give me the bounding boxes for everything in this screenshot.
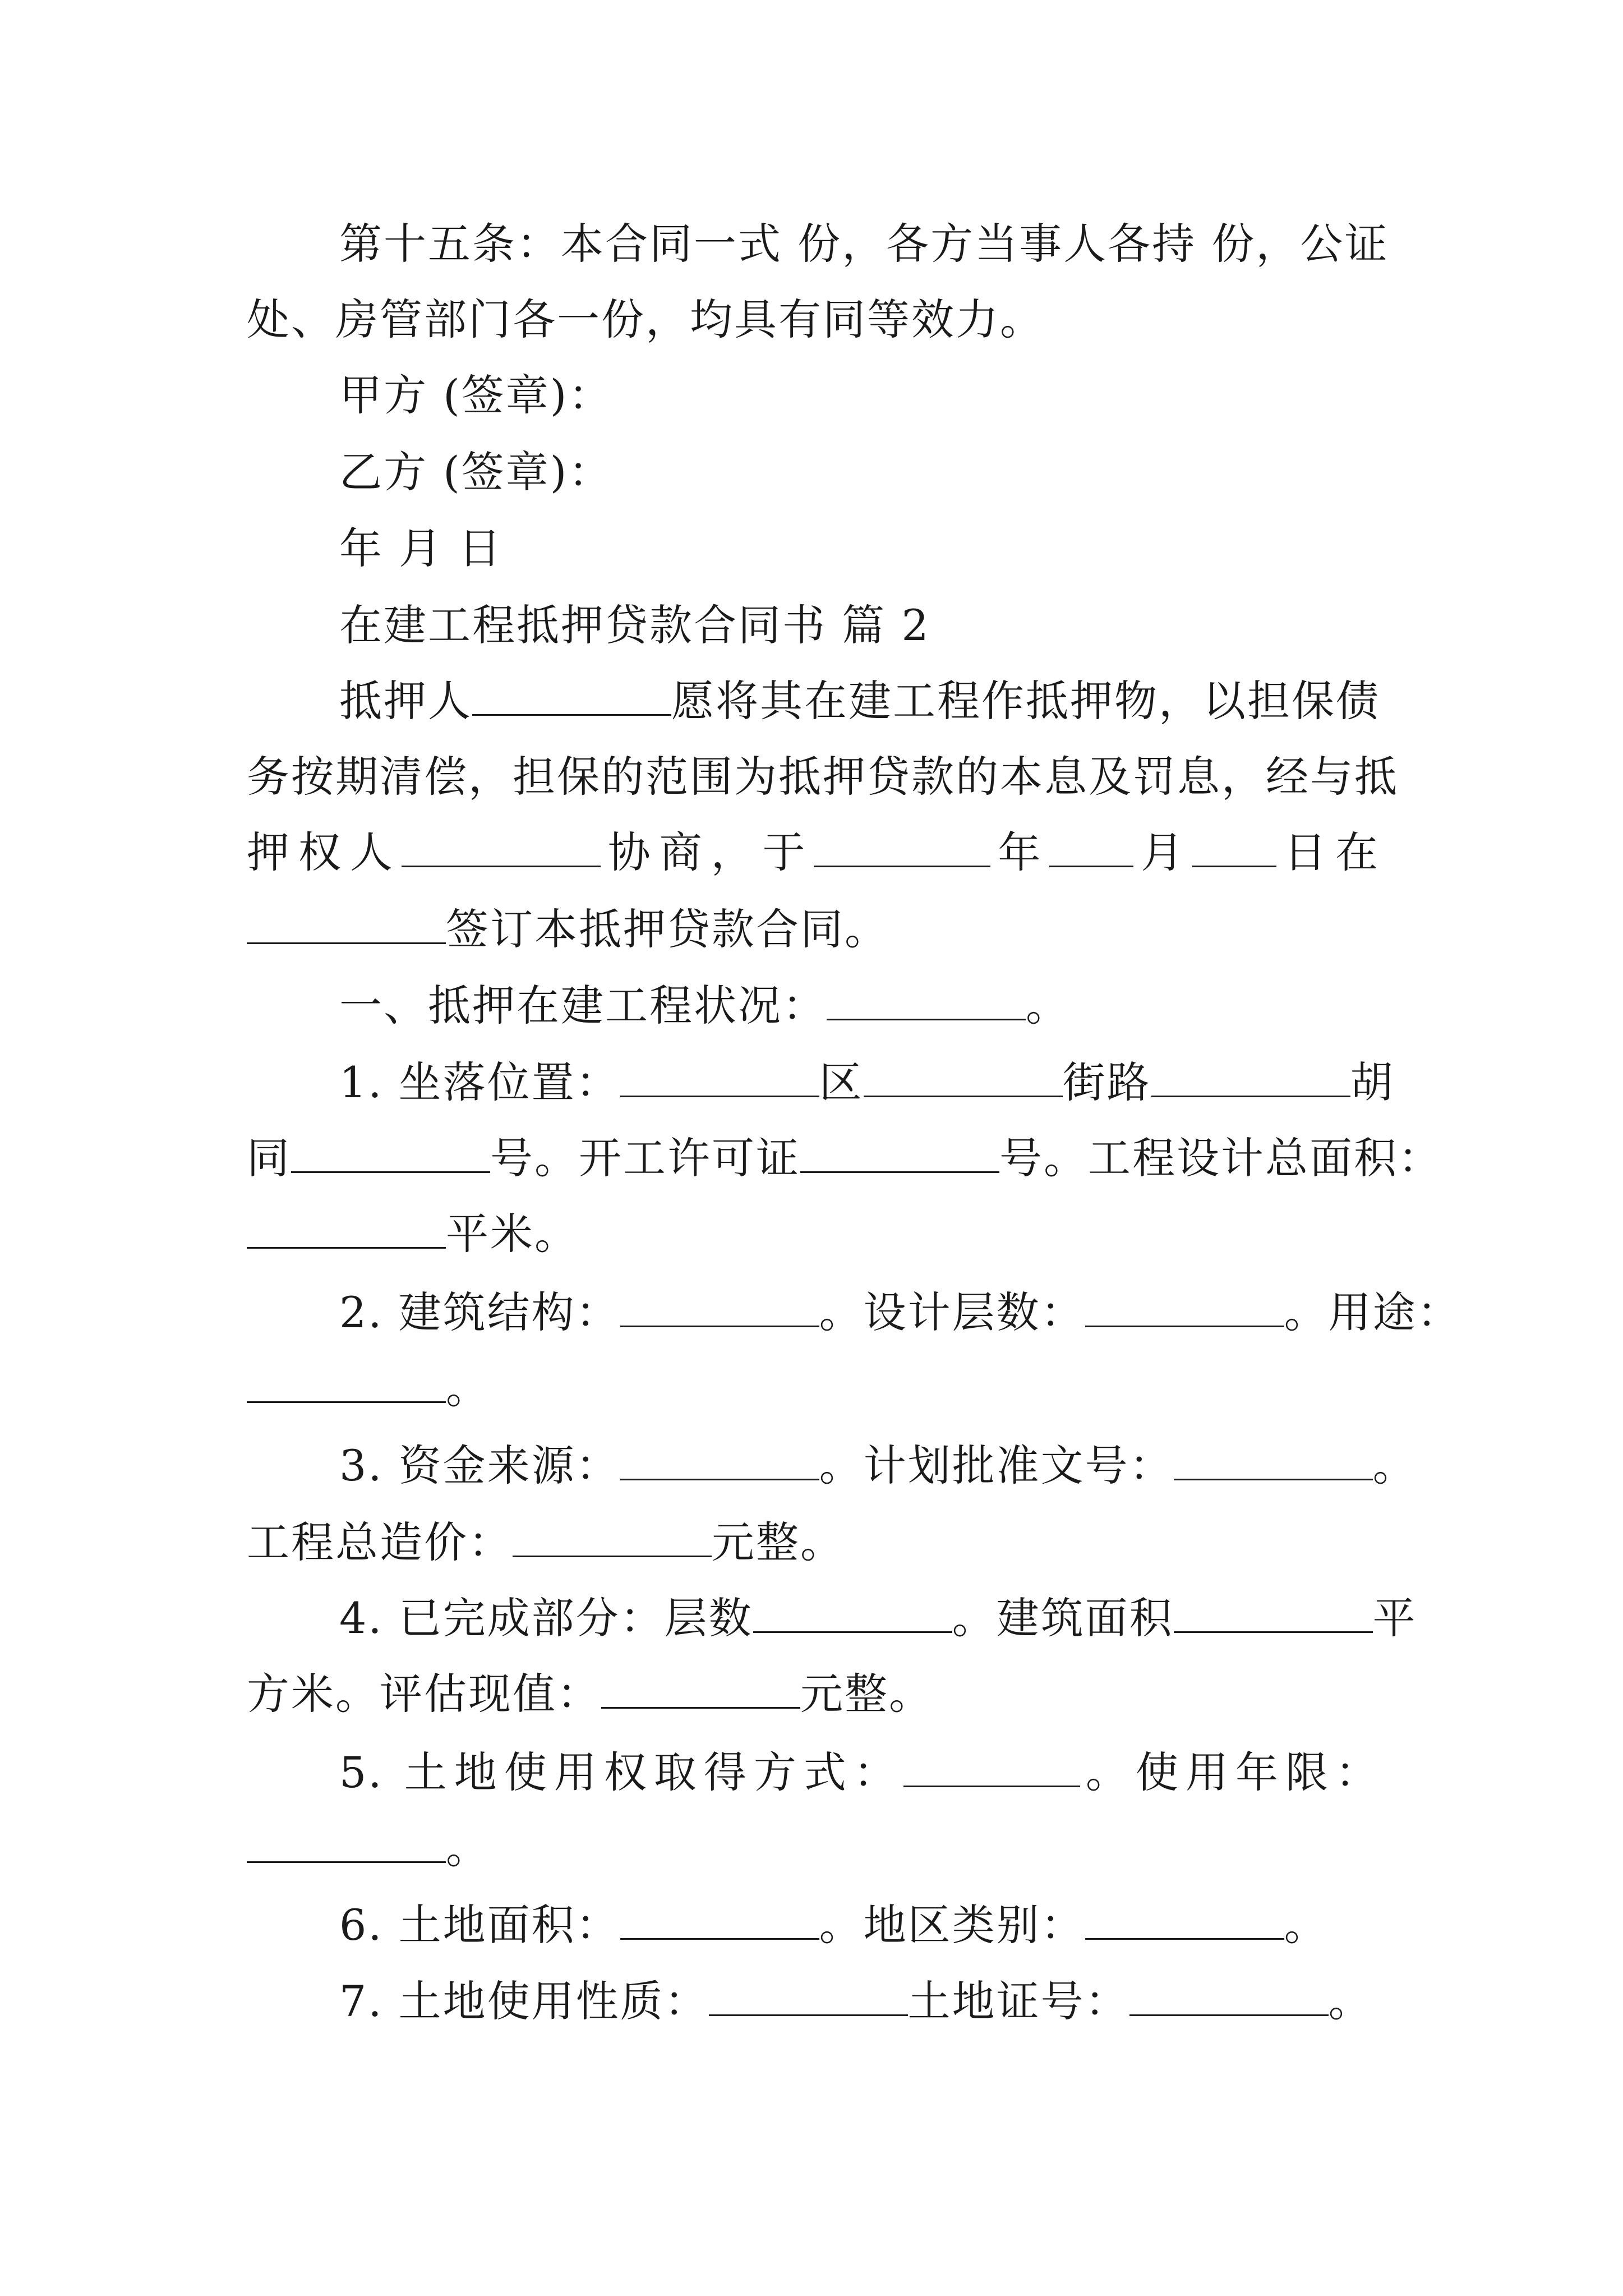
text: 土地证号： [907, 1976, 1129, 2026]
fill-blank [620, 1291, 819, 1327]
item-one-heading [339, 978, 1380, 1034]
item-6-line [339, 1897, 1380, 1953]
text: 愿将其在建工程作抵押物，以担保债 [671, 676, 1380, 726]
text: 。建筑面积 [952, 1593, 1174, 1643]
intro-line-4 [247, 901, 1380, 958]
text: 平米。 [446, 1209, 579, 1259]
text: 抵押人 [339, 676, 472, 726]
intro-line-3 [247, 825, 1380, 881]
item-3-line-1 [339, 1438, 1417, 1494]
item-1-line-3 [247, 1206, 1380, 1262]
fill-blank [247, 1826, 446, 1863]
text: 区 [819, 1057, 864, 1107]
text: 。设计层数： [819, 1287, 1085, 1337]
item-4-line-2 [247, 1666, 1380, 1722]
clause-15-line-1 [339, 216, 1389, 272]
text: 2. 建筑结构： [339, 1287, 620, 1337]
text: 同 [247, 1133, 291, 1183]
text: 。 [1284, 1900, 1329, 1950]
text: 号。开工许可证 [490, 1133, 800, 1183]
party-b-signature [339, 444, 1380, 500]
text: 第十五条：本合同一式 份，各方当事人各持 份，公证 [339, 219, 1389, 269]
text: 签订本抵押贷款合同。 [446, 904, 889, 954]
text: 工程总造价： [247, 1517, 513, 1567]
intro-line-1 [339, 673, 1380, 729]
text: 街路 [1062, 1057, 1151, 1107]
item-3-line-2 [247, 1515, 1380, 1571]
item-4-line-1 [339, 1590, 1417, 1646]
item-7-line [339, 1973, 1380, 2030]
text: 乙方 (签章)： [339, 447, 613, 497]
fill-blank [402, 831, 601, 867]
fill-blank [827, 984, 1026, 1020]
fill-blank [814, 831, 990, 867]
text: 处、房管部门各一份，均具有同等效力。 [247, 295, 1044, 344]
text: 平 [1372, 1593, 1417, 1643]
text: 。计划批准文号： [819, 1441, 1174, 1490]
text: 方米。评估现值： [247, 1669, 601, 1719]
text: 务按期清偿，担保的范围为抵押贷款的本息及罚息，经与抵 [247, 752, 1399, 802]
fill-blank [1085, 1903, 1284, 1940]
fill-blank [1049, 831, 1133, 867]
item-2-line-2 [247, 1360, 1380, 1416]
item-1-line-2 [247, 1130, 1442, 1186]
fill-blank [620, 1903, 819, 1940]
fill-blank [1151, 1061, 1350, 1097]
item-5-line-1 [339, 1745, 1380, 1801]
party-a-signature [339, 367, 1380, 424]
fill-blank [620, 1061, 819, 1097]
text: 。 [446, 1823, 490, 1873]
fill-blank [1174, 1596, 1373, 1633]
text: 年 月 日 [339, 523, 503, 573]
text: 在建工程抵押贷款合同书 篇 2 [339, 600, 930, 650]
fill-blank [800, 1137, 999, 1173]
fill-blank [601, 1672, 800, 1709]
text: 胡 [1350, 1057, 1395, 1107]
fill-blank [247, 908, 446, 944]
text: 。 [1372, 1441, 1417, 1490]
text: 元整。 [800, 1669, 933, 1719]
fill-blank [247, 1366, 446, 1403]
fill-blank [1174, 1444, 1373, 1480]
text: 6. 土地面积： [339, 1900, 620, 1950]
fill-blank [709, 1980, 908, 2016]
text: 。地区类别： [819, 1900, 1085, 1950]
text: 。使用年限： [1080, 1747, 1380, 1797]
clause-15-line-2 [247, 292, 1380, 348]
text: 4. 已完成部分：层数 [339, 1593, 753, 1643]
item-1-line-1 [339, 1055, 1395, 1111]
text: 5. 土地使用权取得方式： [339, 1747, 903, 1797]
fill-blank [864, 1061, 1063, 1097]
text: 1. 坐落位置： [339, 1057, 620, 1107]
text: 号。工程设计总面积： [999, 1133, 1442, 1183]
text: 。 [1328, 1976, 1373, 2026]
fill-blank [247, 1212, 446, 1249]
fill-blank [1192, 831, 1276, 867]
text: 协商，于 [600, 827, 814, 877]
fill-blank [291, 1137, 490, 1173]
text: 月 [1133, 827, 1193, 877]
section-title [339, 597, 1380, 654]
fill-blank [513, 1521, 712, 1557]
fill-blank [472, 679, 671, 716]
text: 押权人 [247, 827, 402, 877]
fill-blank [903, 1751, 1080, 1787]
text: 3. 资金来源： [339, 1441, 620, 1490]
text: 甲方 (签章)： [339, 370, 613, 420]
fill-blank [1085, 1291, 1284, 1327]
fill-blank [753, 1596, 952, 1633]
fill-blank [1129, 1980, 1329, 2016]
text: 一、抵押在建工程状况： [339, 981, 827, 1030]
text: 日在 [1276, 827, 1380, 877]
text: 年 [990, 827, 1050, 877]
intro-line-2 [247, 749, 1399, 805]
text: 。用途： [1284, 1287, 1461, 1337]
text: 。 [446, 1363, 490, 1413]
text: 7. 土地使用性质： [339, 1976, 709, 2026]
item-2-line-1 [339, 1285, 1461, 1341]
text: 元整。 [712, 1517, 845, 1567]
signature-date [339, 521, 1380, 577]
fill-blank [620, 1444, 819, 1480]
item-5-line-2 [247, 1820, 1380, 1876]
text: 。 [1026, 981, 1070, 1030]
